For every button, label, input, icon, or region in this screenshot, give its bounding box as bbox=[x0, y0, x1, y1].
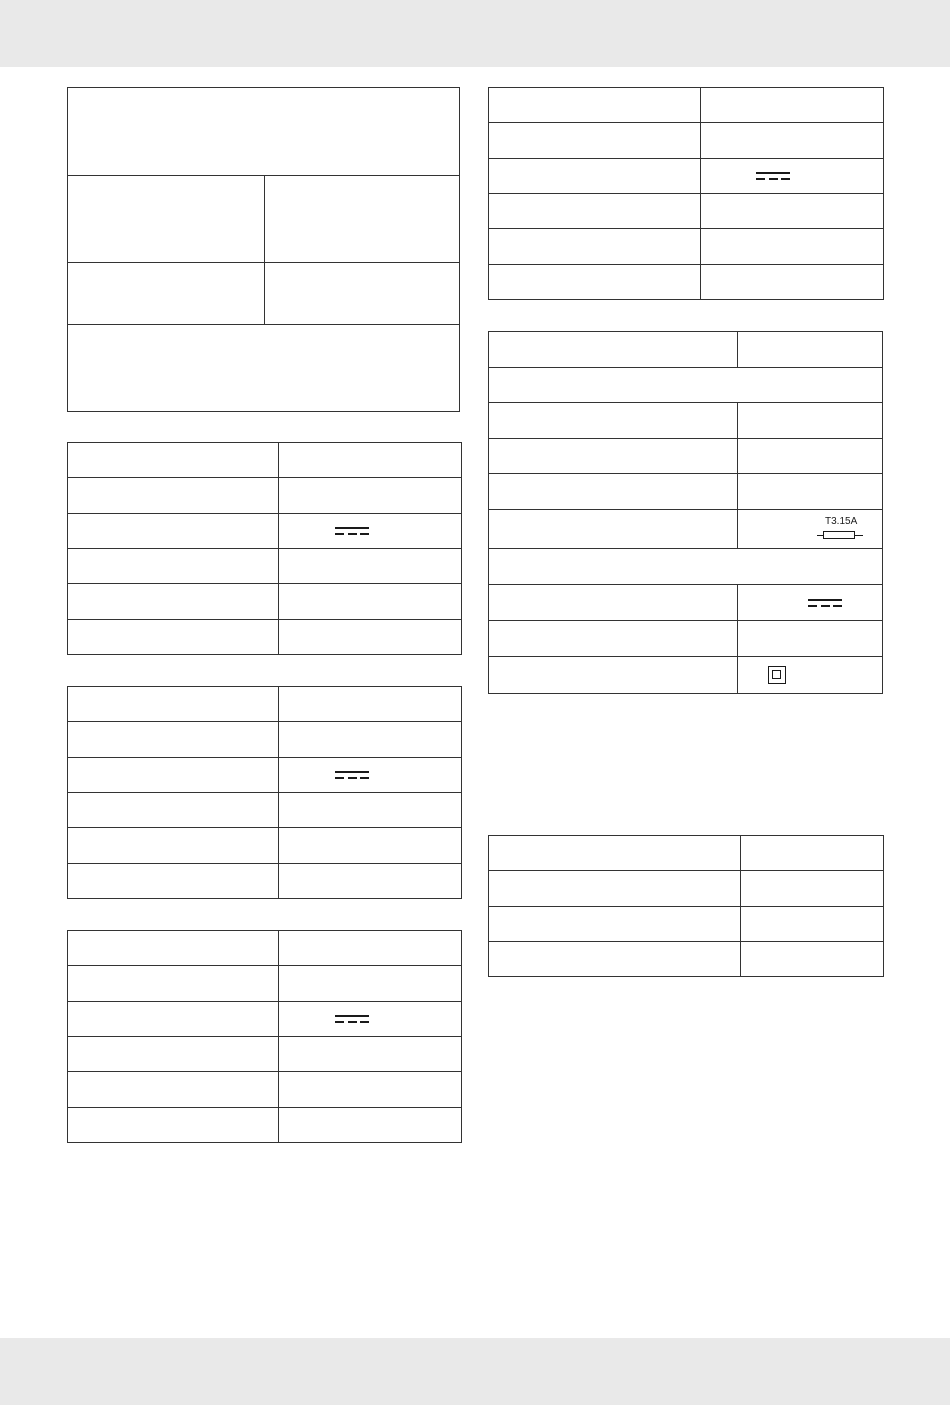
table-cell bbox=[68, 687, 279, 722]
table-row bbox=[489, 193, 884, 228]
footer-band bbox=[0, 1338, 950, 1405]
spec-table-5 bbox=[488, 87, 884, 300]
table-cell bbox=[279, 478, 462, 513]
table-cell bbox=[279, 584, 462, 619]
table-row bbox=[489, 585, 883, 621]
table-row bbox=[489, 621, 883, 657]
table-cell bbox=[279, 687, 462, 722]
table-row bbox=[68, 931, 462, 966]
spec-table-3 bbox=[67, 686, 462, 899]
table-row bbox=[489, 836, 884, 871]
table-row bbox=[68, 757, 462, 792]
table-row bbox=[68, 792, 462, 827]
table-cell bbox=[279, 722, 462, 757]
table-cell bbox=[701, 123, 884, 158]
table-cell bbox=[68, 828, 279, 863]
table-row bbox=[68, 687, 462, 722]
table-cell bbox=[741, 836, 884, 871]
table-row bbox=[489, 332, 883, 368]
table-cell bbox=[68, 1072, 279, 1107]
table-cell bbox=[279, 443, 462, 478]
table-row bbox=[68, 1001, 462, 1036]
table-cell bbox=[738, 439, 883, 474]
table-cell bbox=[279, 828, 462, 863]
table-cell bbox=[68, 792, 279, 827]
table-row bbox=[68, 443, 462, 478]
table-cell bbox=[489, 229, 701, 264]
table-cell bbox=[68, 88, 460, 176]
table-cell bbox=[68, 443, 279, 478]
table-cell bbox=[489, 123, 701, 158]
dc-current-symbol-icon bbox=[808, 599, 842, 607]
table-row bbox=[68, 828, 462, 863]
table-row bbox=[489, 906, 884, 941]
table-cell bbox=[68, 1107, 279, 1142]
table-row bbox=[489, 510, 883, 549]
table-cell bbox=[68, 1036, 279, 1071]
table-cell bbox=[738, 474, 883, 510]
table-cell bbox=[265, 176, 460, 263]
table-row bbox=[489, 474, 883, 510]
table-cell bbox=[741, 906, 884, 941]
table-cell bbox=[489, 403, 738, 439]
table-cell bbox=[489, 158, 701, 193]
table-cell bbox=[701, 264, 884, 299]
table-cell bbox=[701, 158, 884, 193]
table-row bbox=[68, 478, 462, 513]
table-cell bbox=[279, 863, 462, 898]
table-cell bbox=[68, 548, 279, 583]
table-cell bbox=[68, 757, 279, 792]
table-cell bbox=[489, 264, 701, 299]
table-cell bbox=[68, 584, 279, 619]
header-band bbox=[0, 0, 950, 67]
table-cell bbox=[68, 263, 265, 325]
table-cell bbox=[68, 325, 460, 412]
table-cell bbox=[279, 931, 462, 966]
table-row bbox=[68, 722, 462, 757]
table-cell bbox=[68, 931, 279, 966]
table-cell bbox=[741, 871, 884, 906]
table-row bbox=[68, 513, 462, 548]
table-cell bbox=[489, 549, 883, 585]
table-cell bbox=[279, 792, 462, 827]
table-cell bbox=[489, 510, 738, 549]
table-cell bbox=[489, 332, 738, 368]
dc-current-symbol-icon bbox=[335, 527, 369, 535]
table-cell bbox=[68, 176, 265, 263]
table-cell bbox=[738, 510, 883, 549]
table-cell bbox=[489, 871, 741, 906]
table-cell bbox=[279, 966, 462, 1001]
spec-table-1 bbox=[67, 87, 460, 412]
dc-current-symbol-icon bbox=[756, 172, 790, 180]
table-cell bbox=[489, 941, 741, 976]
table-cell bbox=[279, 1072, 462, 1107]
table-row bbox=[68, 548, 462, 583]
table-row bbox=[489, 657, 883, 694]
table-row bbox=[489, 549, 883, 585]
table-cell bbox=[279, 548, 462, 583]
spec-table-6 bbox=[488, 331, 883, 694]
table-cell bbox=[489, 439, 738, 474]
table-cell bbox=[489, 193, 701, 228]
table-cell bbox=[279, 1107, 462, 1142]
table-cell bbox=[68, 863, 279, 898]
table-cell bbox=[68, 513, 279, 548]
spec-table-4 bbox=[67, 930, 462, 1143]
spec-table-2 bbox=[67, 442, 462, 655]
table-cell bbox=[701, 88, 884, 123]
fuse-rating-label: T3.15A bbox=[825, 516, 858, 527]
dc-current-symbol-icon bbox=[335, 771, 369, 779]
spec-table-7 bbox=[488, 835, 884, 977]
table-cell bbox=[738, 657, 883, 694]
table-row bbox=[489, 439, 883, 474]
table-row bbox=[489, 229, 884, 264]
fuse-symbol-icon bbox=[817, 516, 863, 542]
table-cell bbox=[68, 478, 279, 513]
table-cell bbox=[68, 966, 279, 1001]
table-row bbox=[489, 403, 883, 439]
table-row bbox=[489, 368, 883, 403]
table-row bbox=[489, 871, 884, 906]
table-cell bbox=[738, 403, 883, 439]
table-cell bbox=[279, 513, 462, 548]
table-row bbox=[489, 88, 884, 123]
table-cell bbox=[738, 585, 883, 621]
table-cell bbox=[489, 657, 738, 694]
table-cell bbox=[68, 1001, 279, 1036]
table-row bbox=[68, 1036, 462, 1071]
table-cell bbox=[279, 1001, 462, 1036]
table-cell bbox=[489, 621, 738, 657]
table-cell bbox=[265, 263, 460, 325]
table-cell bbox=[489, 474, 738, 510]
table-row bbox=[68, 1072, 462, 1107]
table-cell bbox=[701, 193, 884, 228]
table-row bbox=[489, 941, 884, 976]
dc-current-symbol-icon bbox=[335, 1015, 369, 1023]
table-row bbox=[489, 264, 884, 299]
table-row bbox=[68, 863, 462, 898]
table-row bbox=[68, 1107, 462, 1142]
table-cell bbox=[489, 836, 741, 871]
table-cell bbox=[68, 722, 279, 757]
table-cell bbox=[68, 619, 279, 654]
table-cell bbox=[701, 229, 884, 264]
table-cell bbox=[489, 585, 738, 621]
table-row bbox=[68, 619, 462, 654]
table-row bbox=[489, 123, 884, 158]
table-row bbox=[68, 584, 462, 619]
table-cell bbox=[279, 619, 462, 654]
table-cell bbox=[489, 906, 741, 941]
table-row bbox=[489, 158, 884, 193]
table-cell bbox=[738, 332, 883, 368]
table-cell bbox=[279, 757, 462, 792]
table-row bbox=[68, 966, 462, 1001]
table-cell bbox=[738, 621, 883, 657]
table-cell bbox=[489, 368, 883, 403]
table-cell bbox=[489, 88, 701, 123]
table-cell bbox=[741, 941, 884, 976]
protection-class-ii-icon bbox=[768, 666, 786, 684]
table-cell bbox=[279, 1036, 462, 1071]
